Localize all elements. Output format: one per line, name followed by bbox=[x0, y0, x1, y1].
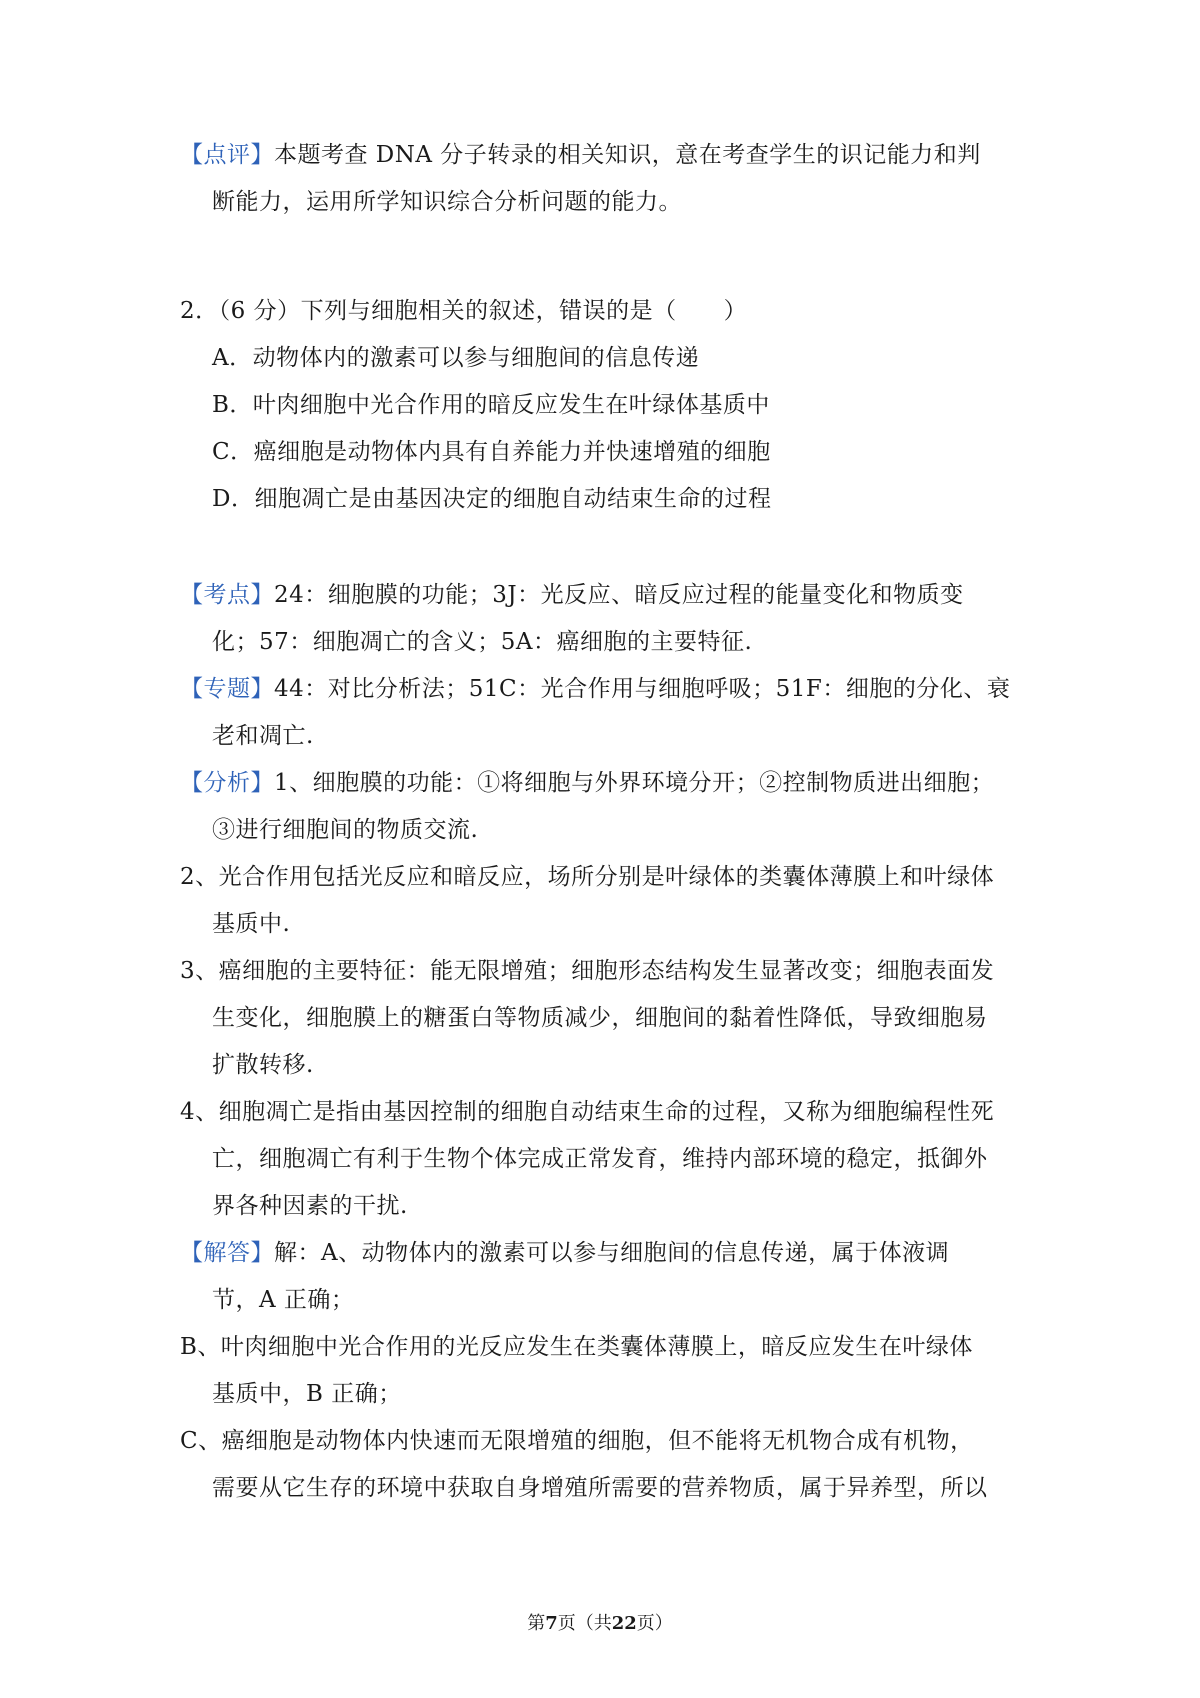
option-d: D．细胞凋亡是由基因决定的细胞自动结束生命的过程 bbox=[212, 486, 772, 512]
fenxi-p3-line-1: 3、癌细胞的主要特征：能无限增殖；细胞形态结构发生显著改变；细胞表面发 bbox=[180, 958, 995, 984]
footer-suffix: 页） bbox=[636, 1613, 673, 1634]
fenxi-text-1: 1、细胞膜的功能：①将细胞与外界环境分开；②控制物质进出细胞； bbox=[274, 770, 995, 796]
jieda-line-2: 节，A 正确； bbox=[212, 1287, 355, 1313]
zhuanti-line-1 bbox=[180, 674, 1010, 704]
fenxi-p2-line-2: 基质中. bbox=[212, 911, 291, 937]
jieda-b-line-2: 基质中，B 正确； bbox=[212, 1381, 402, 1407]
footer-prefix: 第 bbox=[527, 1613, 546, 1634]
zhuanti-text-1: 44：对比分析法；51C：光合作用与细胞呼吸；51F：细胞的分化、衰 bbox=[274, 676, 1011, 702]
zhuanti-tag: 【专题】 bbox=[180, 676, 274, 702]
fenxi-line-1 bbox=[180, 768, 994, 798]
zhuanti-line-2: 老和凋亡. bbox=[212, 723, 314, 749]
dianping-line-2: 断能力，运用所学知识综合分析问题的能力。 bbox=[212, 189, 682, 215]
jieda-b-line-1: B、叶肉细胞中光合作用的光反应发生在类囊体薄膜上，暗反应发生在叶绿体 bbox=[180, 1334, 973, 1360]
fenxi-p4-line-1: 4、细胞凋亡是指由基因控制的细胞自动结束生命的过程，又称为细胞编程性死 bbox=[180, 1099, 995, 1125]
dianping-tag: 【点评】 bbox=[180, 142, 274, 168]
jieda-line-1 bbox=[180, 1238, 949, 1268]
question-stem: 2．（6 分）下列与细胞相关的叙述，错误的是（ ） bbox=[180, 298, 748, 324]
option-c: C．癌细胞是动物体内具有自养能力并快速增殖的细胞 bbox=[212, 439, 771, 465]
jieda-tag: 【解答】 bbox=[180, 1240, 274, 1266]
fenxi-tag: 【分析】 bbox=[180, 770, 274, 796]
footer-middle: 页（共 bbox=[557, 1613, 612, 1634]
fenxi-line-2: ③进行细胞间的物质交流. bbox=[212, 817, 479, 843]
footer-total-pages: 22 bbox=[611, 1613, 637, 1634]
fenxi-p4-line-3: 界各种因素的干扰. bbox=[212, 1193, 408, 1219]
fenxi-p3-line-3: 扩散转移. bbox=[212, 1052, 314, 1078]
jieda-c-line-2: 需要从它生存的环境中获取自身增殖所需要的营养物质，属于异养型，所以 bbox=[212, 1475, 988, 1501]
dianping-text-1: 本题考查 DNA 分子转录的相关知识，意在考查学生的识记能力和判 bbox=[274, 142, 981, 168]
kaodian-line-1 bbox=[180, 580, 964, 610]
jieda-text-1: 解：A、动物体内的激素可以参与细胞间的信息传递，属于体液调 bbox=[274, 1240, 950, 1266]
dianping-line-1 bbox=[180, 140, 981, 170]
option-b: B．叶肉细胞中光合作用的暗反应发生在叶绿体基质中 bbox=[212, 392, 770, 418]
kaodian-line-2: 化；57：细胞凋亡的含义；5A：癌细胞的主要特征. bbox=[212, 629, 753, 655]
jieda-c-line-1: C、癌细胞是动物体内快速而无限增殖的细胞，但不能将无机物合成有机物， bbox=[180, 1428, 974, 1454]
fenxi-p2-line-1: 2、光合作用包括光反应和暗反应，场所分别是叶绿体的类囊体薄膜上和叶绿体 bbox=[180, 864, 995, 890]
option-a: A．动物体内的激素可以参与细胞间的信息传递 bbox=[212, 345, 700, 371]
footer-page-number: 7 bbox=[545, 1613, 558, 1634]
fenxi-p4-line-2: 亡，细胞凋亡有利于生物个体完成正常发育，维持内部环境的稳定，抵御外 bbox=[212, 1146, 988, 1172]
kaodian-text-1: 24：细胞膜的功能；3J：光反应、暗反应过程的能量变化和物质变 bbox=[274, 582, 964, 608]
kaodian-tag: 【考点】 bbox=[180, 582, 274, 608]
page-footer bbox=[0, 1612, 1200, 1636]
fenxi-p3-line-2: 生变化，细胞膜上的糖蛋白等物质减少，细胞间的黏着性降低，导致细胞易 bbox=[212, 1005, 988, 1031]
